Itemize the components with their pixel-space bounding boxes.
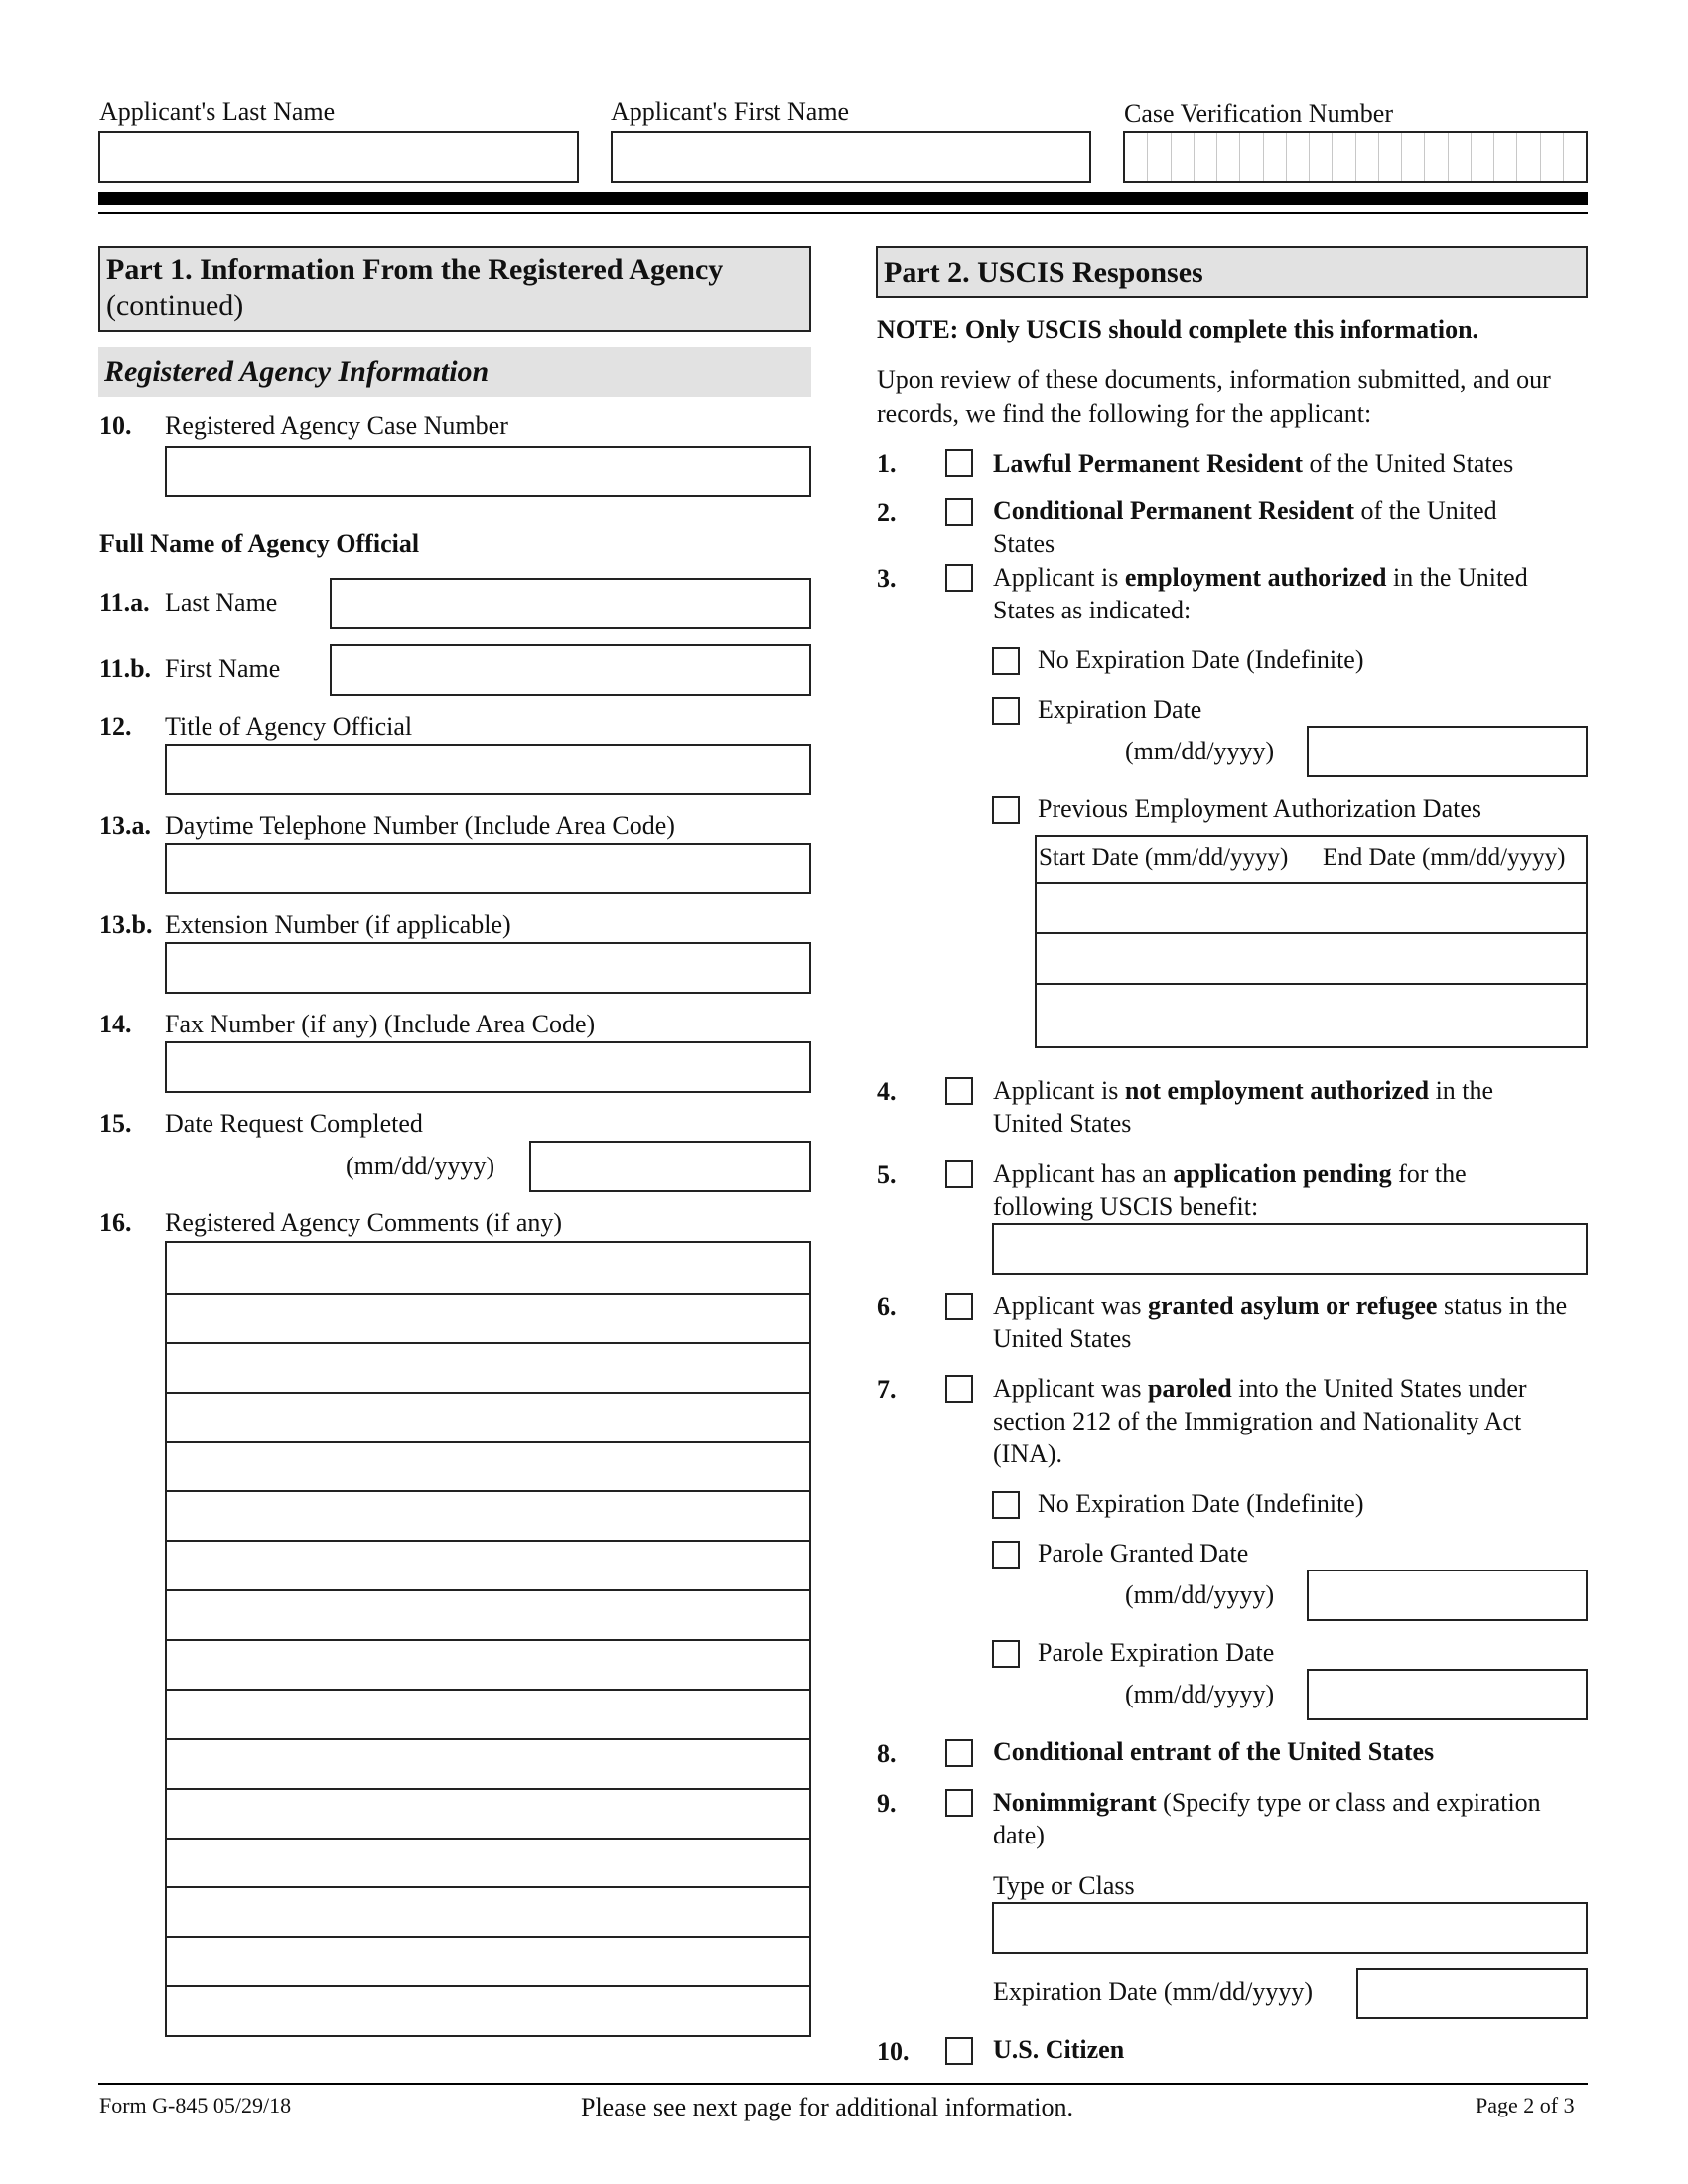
parole-granted-label: Parole Granted Date xyxy=(1038,1539,1249,1568)
registered-agency-comments-input[interactable] xyxy=(165,1241,811,2037)
q11b-number: 11.b. xyxy=(99,654,152,683)
comment-line xyxy=(167,1342,809,1344)
comment-line xyxy=(167,1886,809,1888)
q13a-number: 13.a. xyxy=(99,811,151,840)
item8-text: Conditional entrant of the United States xyxy=(993,1737,1435,1766)
parole-expiration-format: (mm/dd/yyyy) xyxy=(1125,1680,1275,1708)
daytime-telephone-input[interactable] xyxy=(165,843,811,894)
item10-text: U.S. Citizen xyxy=(993,2035,1125,2064)
q11a-label: Last Name xyxy=(165,588,278,616)
q15-date-format: (mm/dd/yyyy) xyxy=(346,1152,495,1180)
q15-number: 15. xyxy=(99,1109,132,1138)
item6-number: 6. xyxy=(877,1293,897,1321)
nonimmigrant-type-label: Type or Class xyxy=(993,1871,1135,1900)
comment-line xyxy=(167,1540,809,1542)
comment-line xyxy=(167,1838,809,1840)
footer-center-note: Please see next page for additional information. xyxy=(581,2093,1074,2121)
case-verification-label: Case Verification Number xyxy=(1124,99,1393,128)
official-last-name-input[interactable] xyxy=(330,578,811,629)
part2-note: NOTE: Only USCIS should complete this information. xyxy=(877,315,1479,343)
parole-granted-checkbox[interactable] xyxy=(992,1541,1020,1569)
parole-granted-format: (mm/dd/yyyy) xyxy=(1125,1580,1275,1609)
header-thick-rule xyxy=(98,192,1588,205)
part2-header xyxy=(876,246,1588,298)
item2-text: Conditional Permanent Resident of the United States xyxy=(993,496,1497,558)
q16-number: 16. xyxy=(99,1208,132,1237)
q16-label: Registered Agency Comments (if any) xyxy=(165,1208,563,1237)
q15-label: Date Request Completed xyxy=(165,1109,423,1138)
comment-line xyxy=(167,1490,809,1492)
item4-number: 4. xyxy=(877,1077,897,1106)
comment-line xyxy=(167,1639,809,1641)
item8-number: 8. xyxy=(877,1739,897,1768)
agency-official-name-heading: Full Name of Agency Official xyxy=(99,529,420,558)
comment-line xyxy=(167,1589,809,1591)
previous-authorization-row-1[interactable] xyxy=(1037,884,1586,931)
parole-granted-date-input[interactable] xyxy=(1307,1570,1588,1621)
applicant-first-name-label: Applicant's First Name xyxy=(611,97,850,126)
previous-authorization-checkbox[interactable] xyxy=(992,796,1020,824)
comment-line xyxy=(167,1689,809,1691)
official-title-input[interactable] xyxy=(165,744,811,795)
part2-intro: Upon review of these documents, information submitted, and our records, we find the following for the applicant: xyxy=(877,365,1551,428)
pending-benefit-input[interactable] xyxy=(992,1223,1588,1275)
previous-authorization-label: Previous Employment Authorization Dates xyxy=(1038,794,1481,823)
previous-authorization-row-2[interactable] xyxy=(1037,934,1586,982)
item4-text: Applicant is not employment authorized in the United States xyxy=(993,1076,1494,1138)
employment-no-expiration-checkbox[interactable] xyxy=(992,647,1020,675)
employment-no-expiration-label: No Expiration Date (Indefinite) xyxy=(1038,645,1364,674)
nonimmigrant-expiration-input[interactable] xyxy=(1356,1968,1588,2019)
item10-number: 10. xyxy=(877,2037,910,2066)
parole-expiration-label: Parole Expiration Date xyxy=(1038,1638,1275,1667)
item1-number: 1. xyxy=(877,449,897,478)
comment-line xyxy=(167,1985,809,1987)
part2-title: Part 2. USCIS Responses xyxy=(884,256,1203,289)
item6-text: Applicant was granted asylum or refugee status in the United States xyxy=(993,1292,1568,1353)
paroled-checkbox[interactable] xyxy=(945,1375,973,1403)
header-thin-rule xyxy=(98,212,1588,214)
item5-text: Applicant has an application pending for the following USCIS benefit: xyxy=(993,1160,1467,1221)
item5-number: 5. xyxy=(877,1160,897,1189)
q10-label: Registered Agency Case Number xyxy=(165,411,508,440)
item9-number: 9. xyxy=(877,1789,897,1818)
us-citizen-checkbox[interactable] xyxy=(945,2037,973,2065)
item7-text: Applicant was paroled into the United States under section 212 of the Immigration and Nationality Act (INA). xyxy=(993,1374,1527,1468)
item9-text: Nonimmigrant (Specify type or class and expiration date) xyxy=(993,1788,1541,1849)
comment-line xyxy=(167,1293,809,1295)
employment-expiration-label: Expiration Date xyxy=(1038,695,1202,724)
start-date-column-header: Start Date (mm/dd/yyyy) xyxy=(1039,844,1289,871)
comment-line xyxy=(167,1738,809,1740)
q11b-label: First Name xyxy=(165,654,281,683)
employment-expiration-format: (mm/dd/yyyy) xyxy=(1125,737,1275,765)
comment-line xyxy=(167,1441,809,1443)
conditional-entrant-checkbox[interactable] xyxy=(945,1739,973,1767)
end-date-column-header: End Date (mm/dd/yyyy) xyxy=(1323,844,1566,871)
parole-expiration-checkbox[interactable] xyxy=(992,1640,1020,1668)
application-pending-checkbox[interactable] xyxy=(945,1160,973,1188)
nonimmigrant-checkbox[interactable] xyxy=(945,1789,973,1817)
item7-number: 7. xyxy=(877,1375,897,1404)
footer-page-number: Page 2 of 3 xyxy=(1476,2093,1575,2117)
extension-number-input[interactable] xyxy=(165,942,811,994)
registered-agency-case-number-input[interactable] xyxy=(165,446,811,497)
item3-number: 3. xyxy=(877,564,897,593)
fax-number-input[interactable] xyxy=(165,1041,811,1093)
case-verification-input[interactable] xyxy=(1123,131,1588,183)
registered-agency-section-title: Registered Agency Information xyxy=(104,355,490,388)
conditional-permanent-resident-checkbox[interactable] xyxy=(945,498,973,526)
q13b-number: 13.b. xyxy=(99,910,153,939)
registered-agency-section-header xyxy=(98,347,811,397)
official-first-name-input[interactable] xyxy=(330,644,811,696)
asylum-refugee-checkbox[interactable] xyxy=(945,1293,973,1320)
nonimmigrant-type-input[interactable] xyxy=(992,1902,1588,1954)
previous-authorization-row-3[interactable] xyxy=(1037,985,1586,1044)
q14-label: Fax Number (if any) (Include Area Code) xyxy=(165,1010,596,1038)
parole-no-expiration-label: No Expiration Date (Indefinite) xyxy=(1038,1489,1364,1518)
footer-form-id: Form G-845 05/29/18 xyxy=(99,2093,292,2117)
parole-no-expiration-checkbox[interactable] xyxy=(992,1491,1020,1519)
not-employment-authorized-checkbox[interactable] xyxy=(945,1077,973,1105)
q13a-label: Daytime Telephone Number (Include Area Code) xyxy=(165,811,675,840)
q12-number: 12. xyxy=(99,712,132,741)
parole-expiration-date-input[interactable] xyxy=(1307,1669,1588,1720)
date-request-completed-input[interactable] xyxy=(529,1141,811,1192)
comment-line xyxy=(167,1392,809,1394)
applicant-first-name-input[interactable] xyxy=(611,131,1091,183)
applicant-last-name-input[interactable] xyxy=(98,131,579,183)
previous-authorization-table xyxy=(1035,835,1588,1048)
employment-expiration-date-input[interactable] xyxy=(1307,726,1588,777)
nonimmigrant-expiration-label: Expiration Date (mm/dd/yyyy) xyxy=(993,1978,1314,2006)
item1-text: Lawful Permanent Resident of the United States xyxy=(993,449,1514,478)
part1-header xyxy=(98,246,811,332)
employment-expiration-checkbox[interactable] xyxy=(992,697,1020,725)
footer-rule xyxy=(98,2083,1588,2085)
comment-line xyxy=(167,1788,809,1790)
q14-number: 14. xyxy=(99,1010,132,1038)
q11a-number: 11.a. xyxy=(99,588,150,616)
comment-line xyxy=(167,1936,809,1938)
item3-text: Applicant is employment authorized in the United States as indicated: xyxy=(993,563,1528,624)
lawful-permanent-resident-checkbox[interactable] xyxy=(945,449,973,477)
q12-label: Title of Agency Official xyxy=(165,712,413,741)
employment-authorized-checkbox[interactable] xyxy=(945,564,973,592)
item2-number: 2. xyxy=(877,498,897,527)
q10-number: 10. xyxy=(99,411,132,440)
applicant-last-name-label: Applicant's Last Name xyxy=(99,97,336,126)
part1-title-continued: (continued) xyxy=(106,289,244,322)
q13b-label: Extension Number (if applicable) xyxy=(165,910,511,939)
part1-title: Part 1. Information From the Registered Agency xyxy=(106,253,724,286)
